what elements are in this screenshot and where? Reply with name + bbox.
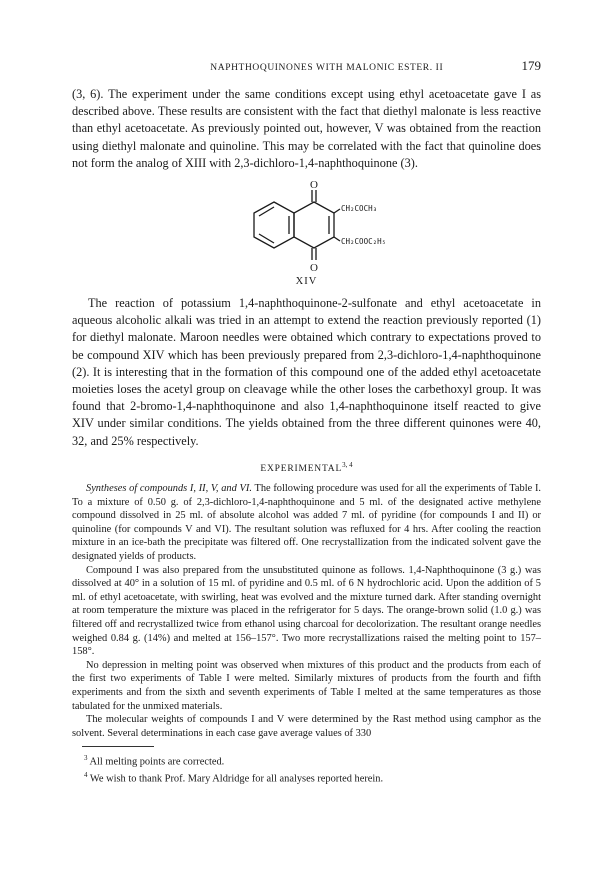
experimental-paragraph-4: The molecular weights of compounds I and V were determined by the Rast method using camphor as the solvent. Several determinations in each case gave average values of 330 [72,714,541,739]
footnote-text: We wish to thank Prof. Mary Aldridge for all analyses reported herein. [87,773,384,785]
substituent-carbethoxymethyl: CH₂COOC₂H₅ [341,237,387,247]
footnote-4 [72,769,541,786]
figure-label: XIV [295,276,318,288]
paragraph-reaction: The reaction of potassium 1,4-naphthoquinone-2-sulfonate and ethyl acetoacetate in aqueous alcoholic alkali was tried in an attempt to extend the reaction previously reported (1) for diethyl malonate. Maroon needles were obtained which contrary to expectations proved to be compound XIV which has been previously prepared from 2,3-dichloro-1,4-naphthoquinone (2). It is interesting that in the formation of this compound one of the added ethyl acetoacetate moieties loses the acetyl group on cleavage while the other loses the carbethoxyl group. It was found that 2-bromo-1,4-naphthoquinone and also 1,4-naphthoquinone itself reacted to give XIV under similar conditions. The yields obtained from the three different quinones were 40, 32, and 25% respectively. [72,296,541,448]
benzene-ring [254,202,294,248]
experimental-paragraph-3: No depression in melting point was observed when mixtures of this product and the products from each of the first two experiments of Table I were melted. Similarly mixtures of products from the fourth and fifth experiments and from the sixth and seventh experiments of Table I melted at the same temperatures as those tabulated for the unmixed materials. [72,659,541,712]
experimental-paragraph-2: Compound I was also prepared from the unsubstituted quinone as follows. 1,4-Naphthoquinone (3 g.) was dissolved at 40° in a solution of 15 ml. of pyridine and 0.5 ml. of 6 N hydrochloric acid. Upon the addition of 5 ml. of ethyl acetoacetate, with swirling, heat was evolved and the mixture turned dark. After standing overnight at room temperature the mixture was placed in the refrigerator for 5 days. The orange-brown solid (1.0 g.) was filtered off and recrystallized twice from ethanol using charcoal for decolorization. The resultant orange needles weighed 0.84 g. (14%) and melted at 156–157°. Two more recrystallizations raised the melting point to 157–158°. [72,564,541,658]
paragraph-continued: (3, 6). The experiment under the same conditions except using ethyl acetoacetate gave I as described above. These results are consistent with the fact that diethyl malonate is less reactive than ethyl acetoacetate. As previously pointed out, however, V was obtained from the reaction using diethyl malonate and quinoline. This may be correlated with the fact that quinoline does not form the analog of XIII with 2,3-dichloro-1,4-naphthoquinone (3). [72,87,541,170]
footnote-mark: 4 [84,771,88,780]
experimental-paragraph-1 [72,482,541,564]
synthesis-lead: Syntheses of compounds I, II, V, and VI. [86,483,252,494]
footnote-text: All melting points are corrected. [87,756,225,768]
section-heading [72,461,541,474]
heading-footnote-refs: 3, 4 [342,460,353,469]
experimental-section [72,482,541,740]
footnote-mark: 3 [84,754,88,763]
substituent-acetonyl: CH₂COCH₃ [341,204,378,214]
synthesis-text: The following procedure was used for all the experiments of Table I. To a mixture of 0.50 g. of 2,3-dichloro-1,4-naphthoquinone and 5 ml. of the designated active methylene compound dissolved in 25 ml. of absolute alcohol was added 7 ml. of pyridine (for compounds I and II) or quinoline (for compounds V and VI). The resultant solution was refluxed for 4 hrs. After cooling the reaction mixture in an ice-bath the precipitate was filtered off. One recrystallization from the indicated solvent gave the designated yields of products. [72,483,542,562]
footnote-3 [72,752,541,769]
carbonyl-oxygen-bottom: O [310,262,318,275]
page-header [72,58,541,74]
quinone-ring [294,202,334,248]
running-title: NAPHTHOQUINONES WITH MALONIC ESTER. II [210,63,444,73]
experimental-heading: EXPERIMENTAL [260,464,343,474]
carbonyl-oxygen-top: O [310,179,318,192]
structure-figure [72,178,541,274]
naphthoquinone-structure [222,178,442,274]
page-number: 179 [521,58,541,73]
footnote-rule [82,746,154,747]
